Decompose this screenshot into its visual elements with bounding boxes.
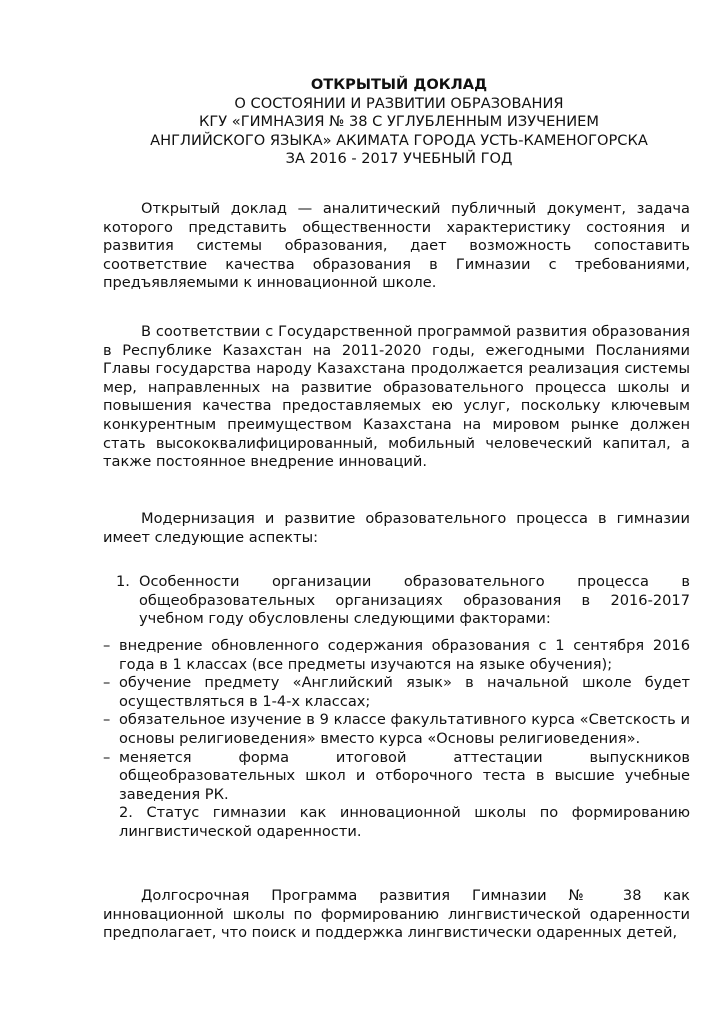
- report-title: ОТКРЫТЫЙ ДОКЛАД: [310, 76, 488, 93]
- paragraph-program: В соответствии с Государственной программой развития образования в Республике Казахстан на 2011-2020 годы, ежегодными Посланиями Главы государства народу Казахстана продолжается реализация системы мер, направленных на развитие образовательного процесса школы и повышения качества предоставляемых ею услуг, поскольку ключевым конкурентным преимуществом Казахстана на мировом рынке должен стать высококвалифицированный, мобильный человеческий капитал, а также постоянное внедрение инноваций.: [103, 323, 690, 471]
- dash-marker: –: [103, 748, 111, 766]
- report-subtitle-line-3: АНГЛИЙСКОГО ЯЗЫКА» АКИМАТА ГОРОДА УСТЬ-КАМЕНОГОРСКА: [150, 131, 648, 149]
- numbered-item-1: [116, 573, 690, 629]
- report-header: [100, 76, 698, 169]
- list-item: [103, 711, 690, 748]
- list-item: [103, 674, 690, 711]
- report-subtitle-line-4: ЗА 2016 - 2017 УЧЕБНЫЙ ГОД: [285, 150, 513, 167]
- list-item-text: меняется форма итоговой аттестации выпускников общеобразовательных школ и отборочного теста в высшие учебные заведения РК.: [119, 748, 690, 803]
- list-item-text: внедрение обновленного содержания образования с 1 сентября 2016 года в 1 классах (все предметы изучаются на языке обучения);: [119, 637, 690, 673]
- factors-list: [103, 637, 690, 842]
- paragraph-intro: Открытый доклад — аналитический публичный документ, задача которого представить общественности характеристику состояния и развития системы образования, дает возможность сопоставить соответствие качества образования в Гимназии с требованиями, предъявляемыми к инновационной школе.: [103, 200, 690, 292]
- list-item: [103, 637, 690, 674]
- list-item: [103, 749, 690, 805]
- paragraph-longterm: Долгосрочная Программа развития Гимназии № 38 как инновационной школы по формированию лингвистической одаренности предполагает, что поиск и поддержка лингвистически одаренных детей,: [103, 887, 690, 942]
- list-item-text: обучение предмету «Английский язык» в начальной школе будет осуществляться в 1-4-х классах;: [119, 674, 690, 710]
- report-subtitle-line-2: КГУ «ГИМНАЗИЯ № 38 С УГЛУБЛЕННЫМ ИЗУЧЕНИЕМ: [198, 113, 599, 130]
- dash-marker: –: [103, 674, 111, 692]
- dash-marker: –: [103, 711, 111, 729]
- numbered-item-1-text: Особенности организации образовательного процесса в общеобразовательных организациях образования в 2016-2017 учебном году обусловлены следующими факторами:: [139, 573, 690, 628]
- numbered-item-2: 2. Статус гимназии как инновационной школы по формированию лингвистической одаренности.: [119, 804, 690, 840]
- numbered-item-1-number: 1.: [116, 573, 130, 590]
- paragraph-aspects: Модернизация и развитие образовательного процесса в гимназии имеет следующие аспекты:: [103, 510, 690, 546]
- list-item-text: обязательное изучение в 9 классе факультативного курса «Светскость и основы религиоведения» вместо курса «Основы религиоведения».: [119, 711, 690, 747]
- report-subtitle-line-1: О СОСТОЯНИИ И РАЗВИТИИ ОБРАЗОВАНИЯ: [234, 94, 564, 112]
- dash-marker: –: [103, 637, 111, 654]
